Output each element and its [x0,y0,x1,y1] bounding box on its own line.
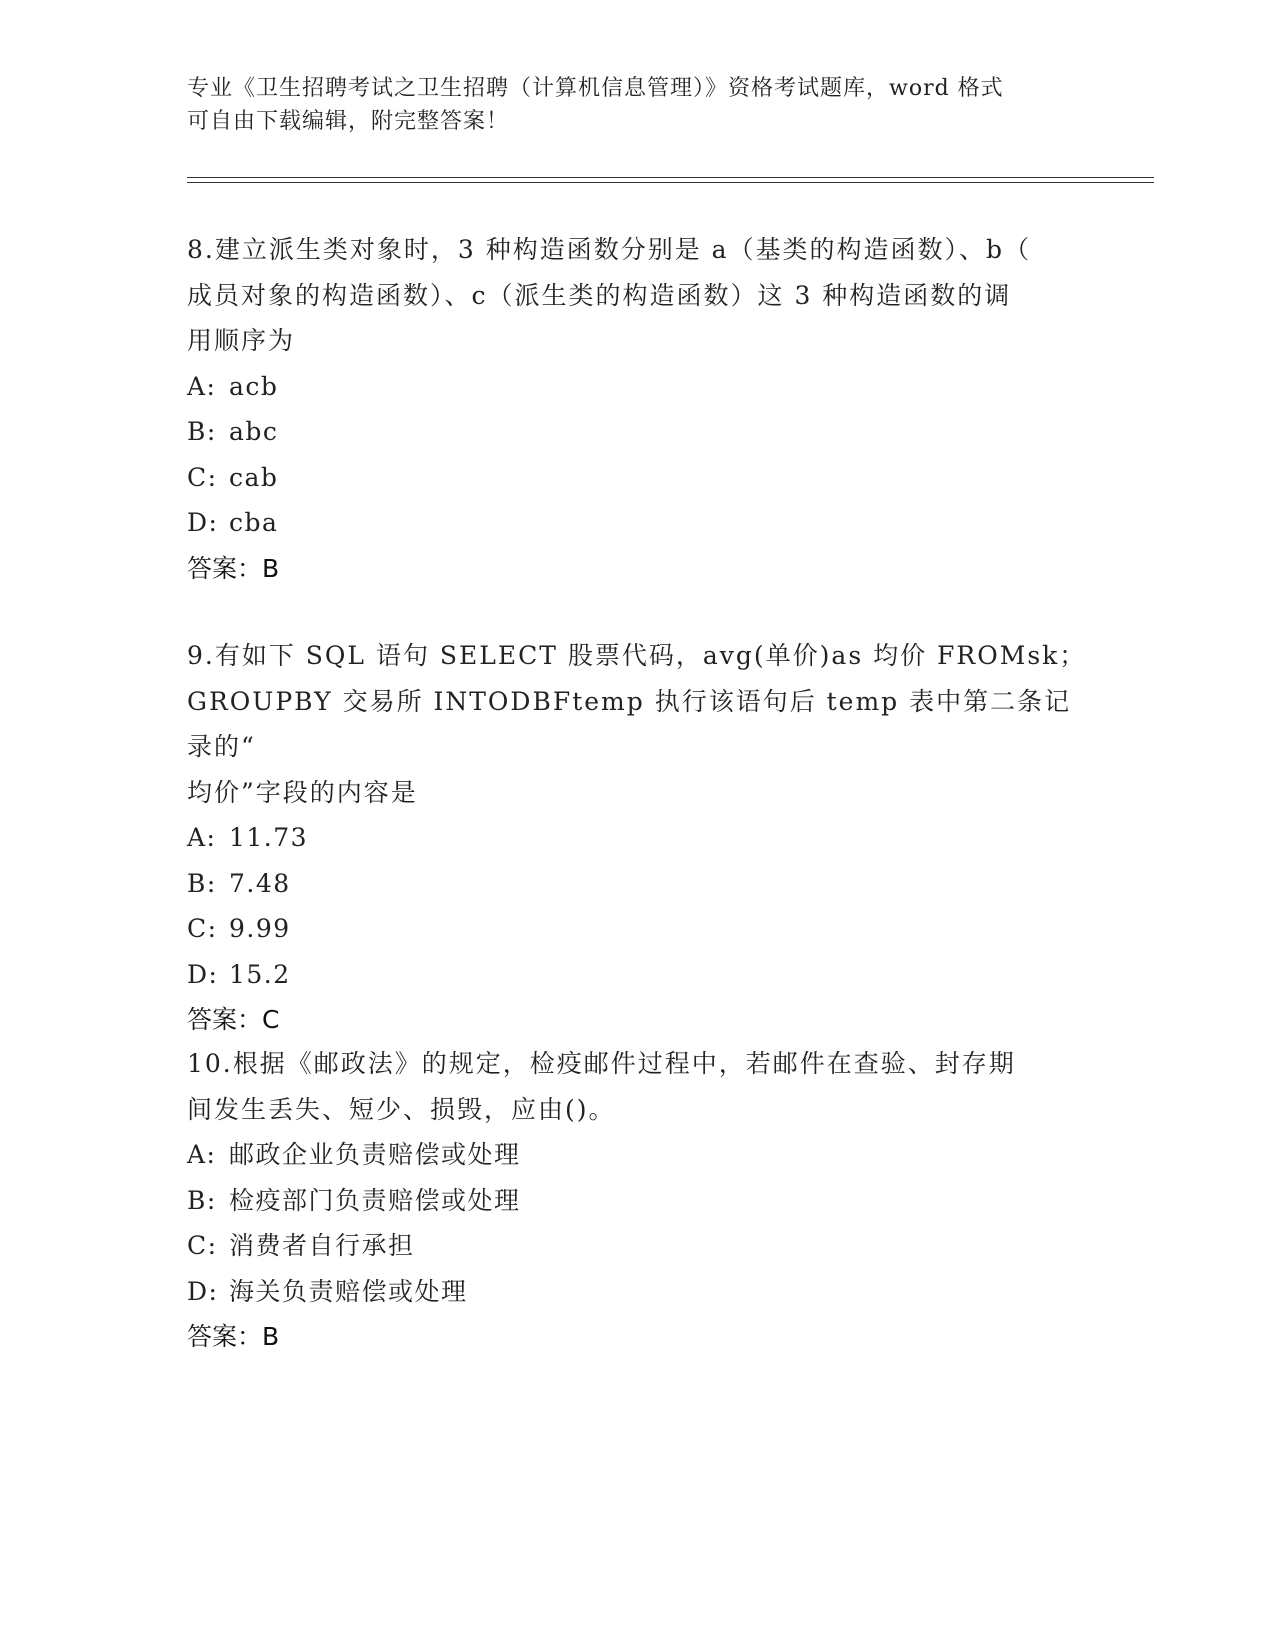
option-b: B: 检疫部门负责赔偿或处理 [187,1185,521,1215]
question-text-line: 8.建立派生类对象时，3 种构造函数分别是 a（基类的构造函数）、b（ [187,235,1032,264]
header-line-1: 专业《卫生招聘考试之卫生招聘（计算机信息管理）》资格考试题库，word 格式 [187,76,1004,101]
option-a: A: acb [187,371,279,401]
answer-line: 答案：C [187,1005,280,1034]
question-10 [187,1041,1087,1360]
question-text-line: 用顺序为 [187,326,296,355]
document-header [187,72,1087,138]
question-8 [187,227,1087,591]
answer-line: 答案：B [187,1322,280,1351]
option-a: A: 11.73 [187,823,309,852]
question-text-line: GROUPBY 交易所 INTODBFtemp 执行该语句后 temp 表中第二条记录的“ [187,686,1072,761]
question-text-line: 10.根据《邮政法》的规定，检疫邮件过程中，若邮件在查验、封存期 [187,1049,1016,1078]
option-b: B: abc [187,417,279,446]
option-d: D: 15.2 [187,959,291,989]
option-d: D: cba [187,508,279,537]
question-9 [187,633,1087,1043]
question-text-line: 间发生丢失、短少、损毁，应由()。 [187,1094,616,1124]
header-divider [187,177,1154,183]
answer-line: 答案：B [187,553,280,583]
option-c: C: 9.99 [187,914,291,943]
option-d: D: 海关负责赔偿或处理 [187,1276,468,1306]
option-b: B: 7.48 [187,868,291,898]
question-text-line: 9.有如下 SQL 语句 SELECT 股票代码，avg(单价)as 均价 FROMsk； [187,641,1087,670]
header-line-2: 可自由下载编辑，附完整答案！ [187,109,510,134]
option-c: C: cab [187,462,279,492]
option-a: A: 邮政企业负责赔偿或处理 [187,1140,521,1169]
question-text-line: 均价”字段的内容是 [187,777,418,807]
question-text-line: 成员对象的构造函数）、c（派生类的构造函数）这 3 种构造函数的调 [187,280,1012,310]
option-c: C: 消费者自行承担 [187,1231,415,1260]
